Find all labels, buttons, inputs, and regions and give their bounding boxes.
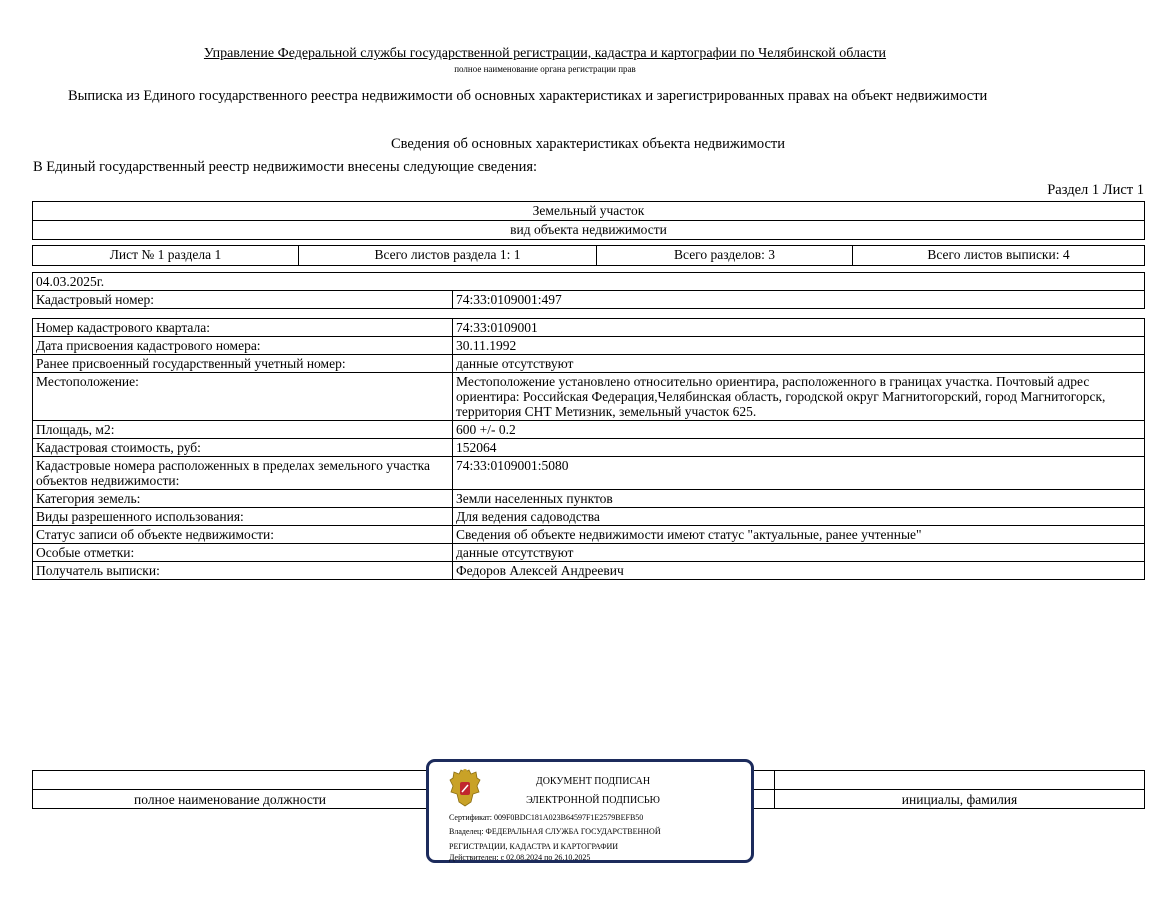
digital-signature-stamp — [426, 759, 754, 863]
extract-date: 04.03.2025г. — [33, 273, 1145, 291]
stamp-line-2: ЭЛЕКТРОННОЙ ПОДПИСЬЮ — [526, 795, 660, 806]
name-caption: инициалы, фамилия — [775, 790, 1145, 809]
row-label: Местоположение: — [33, 373, 453, 421]
row-label: Дата присвоения кадастрового номера: — [33, 337, 453, 355]
row-label: Кадастровые номера расположенных в пределах земельного участка объектов недвижимости: — [33, 457, 453, 490]
sheet-info-table — [32, 245, 1145, 266]
row-value: Земли населенных пунктов — [453, 490, 1145, 508]
position-caption: полное наименование должности — [33, 790, 428, 809]
row-label: Особые отметки: — [33, 544, 453, 562]
total-sheets-section: Всего листов раздела 1: 1 — [299, 246, 597, 266]
object-type-table — [32, 201, 1145, 240]
row-value: данные отсутствуют — [453, 544, 1145, 562]
table-row — [33, 457, 1145, 490]
row-value: Для ведения садоводства — [453, 508, 1145, 526]
row-value: 30.11.1992 — [453, 337, 1145, 355]
total-sections: Всего разделов: 3 — [597, 246, 853, 266]
row-value: данные отсутствуют — [453, 355, 1145, 373]
intro-text: В Единый государственный реестр недвижимости внесены следующие сведения: — [33, 159, 538, 175]
table-row — [33, 421, 1145, 439]
row-label: Площадь, м2: — [33, 421, 453, 439]
row-value: Федоров Алексей Андреевич — [453, 562, 1145, 580]
row-label: Виды разрешенного использования: — [33, 508, 453, 526]
object-type: Земельный участок — [33, 202, 1145, 221]
row-label: Номер кадастрового квартала: — [33, 319, 453, 337]
organization-caption: полное наименование органа регистрации прав — [454, 64, 636, 74]
row-label: Получатель выписки: — [33, 562, 453, 580]
object-type-caption: вид объекта недвижимости — [33, 221, 1145, 240]
row-label: Статус записи об объекте недвижимости: — [33, 526, 453, 544]
row-value: 152064 — [453, 439, 1145, 457]
row-label: Ранее присвоенный государственный учетный номер: — [33, 355, 453, 373]
table-row — [33, 562, 1145, 580]
section-title: Сведения об основных характеристиках объекта недвижимости — [390, 136, 786, 152]
row-label: Категория земель: — [33, 490, 453, 508]
total-sheets: Всего листов выписки: 4 — [853, 246, 1145, 266]
characteristics-table — [32, 318, 1145, 580]
table-row — [33, 526, 1145, 544]
table-row — [33, 508, 1145, 526]
cadastral-number-label: Кадастровый номер: — [33, 291, 453, 309]
extract-title: Выписка из Единого государственного реестра недвижимости об основных характеристиках и зарегистрированных правах на объект недвижимости — [68, 88, 988, 104]
table-row — [33, 490, 1145, 508]
sheet-number: Лист № 1 раздела 1 — [33, 246, 299, 266]
stamp-certificate: Сертификат: 009F0BDC181A023B64597F1E2579BEFB50 — [449, 813, 644, 822]
stamp-line-1: ДОКУМЕНТ ПОДПИСАН — [535, 776, 651, 787]
table-row — [33, 355, 1145, 373]
cadastral-number-value: 74:33:0109001:497 — [453, 291, 1145, 309]
row-value: 74:33:0109001:5080 — [453, 457, 1145, 490]
table-row — [33, 544, 1145, 562]
table-row — [33, 373, 1145, 421]
row-value: 600 +/- 0.2 — [453, 421, 1145, 439]
row-value: Сведения об объекте недвижимости имеют статус "актуальные, ранее учтенные" — [453, 526, 1145, 544]
row-value: Местоположение установлено относительно ориентира, расположенного в границах участка. Почтовый адрес ориентира: Российская Федерация,Челябинская область, городской округ Магнитогорский, город Магнитогорск, территория СНТ Метизник, земельный участок 625. — [453, 373, 1145, 421]
row-label: Кадастровая стоимость, руб: — [33, 439, 453, 457]
table-row — [33, 337, 1145, 355]
stamp-owner-1: Владелец: ФЕДЕРАЛЬНАЯ СЛУЖБА ГОСУДАРСТВЕННОЙ — [449, 827, 661, 836]
section-page: Раздел 1 Лист 1 — [1047, 182, 1144, 198]
organization-title: Управление Федеральной службы государственной регистрации, кадастра и картографии по Челябинской области — [203, 46, 887, 61]
date-cadastral-table — [32, 272, 1145, 309]
stamp-owner-2: РЕГИСТРАЦИИ, КАДАСТРА И КАРТОГРАФИИ — [449, 842, 619, 851]
table-row — [33, 319, 1145, 337]
stamp-valid: Действителен: с 02.08.2024 по 26.10.2025 — [449, 853, 591, 862]
row-value: 74:33:0109001 — [453, 319, 1145, 337]
table-row — [33, 439, 1145, 457]
